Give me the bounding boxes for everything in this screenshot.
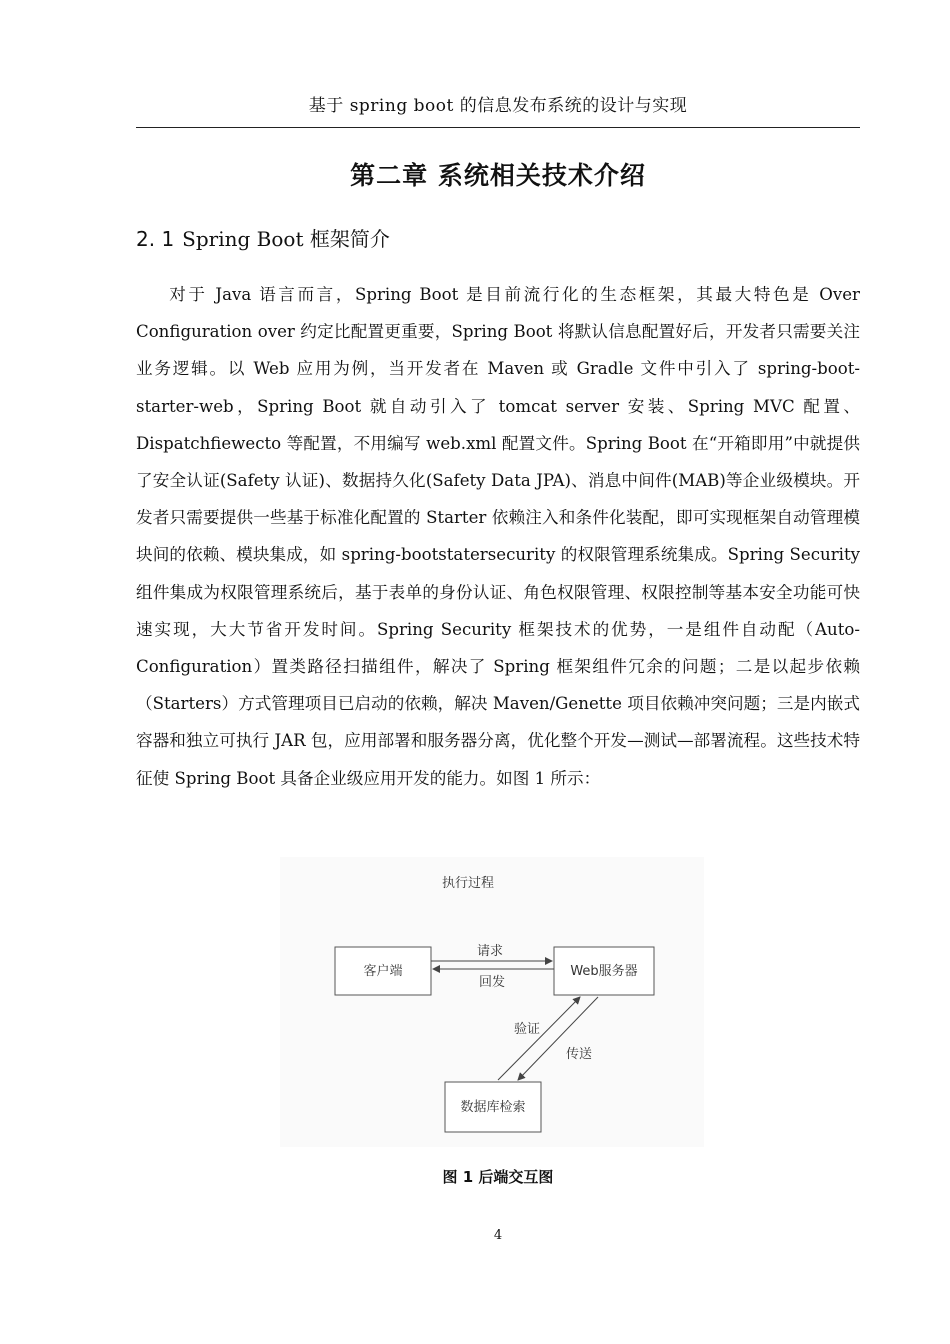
database-label: 数据库检索 bbox=[460, 1100, 526, 1115]
client-label: 客户端 bbox=[363, 964, 403, 979]
section-heading bbox=[136, 223, 390, 252]
response-label: 回发 bbox=[478, 975, 506, 990]
figure-caption: 图 1 后端交互图 bbox=[442, 1168, 554, 1186]
backend-interaction-diagram bbox=[280, 857, 704, 1147]
running-header: 基于 spring boot 的信息发布系统的设计与实现 bbox=[308, 96, 688, 116]
section-number: 2. 1 bbox=[136, 227, 175, 251]
diagram-svg bbox=[280, 857, 704, 1147]
header-rule bbox=[136, 127, 860, 128]
verify-label: 验证 bbox=[514, 1022, 541, 1037]
body-paragraph: 对于 Java 语言而言，Spring Boot 是目前流行化的生态框架，其最大特色是 Over Configuration over 约定比配置更重要，Spring Boot 将默认信息配置好后，开发者只需要关注业务逻辑。以 Web 应用为例，当开发者在 Maven 或 Gradle 文件中引入了 spring-boot-starter-web，Spring Boot 就自动引入了 tomcat server 安装、Spring MVC 配置、Dispatchfiewecto 等配置，不用编写 web.xml 配置文件。Spring Boot 在“开箱即用”中就提供了安全认证(Safety 认证)、数据持久化(Safety Data JPA)、消息中间件(MAB)等企业级模块。开发者只需要提供一些基于标准化配置的 Starter 依赖注入和条件化装配，即可实现框架自动管理模块间的依赖、模块集成，如 spring-bootstatersecurity 的权限管理系统集成。Spring Security 组件集成为权限管理系统后，基于表单的身份认证、角色权限管理、权限控制等基本安全功能可快速实现，大大节省开发时间。Spring Security 框架技术的优势，一是组件自动配（Auto-Configuration）置类路径扫描组件，解决了 Spring 框架组件冗余的问题；二是以起步依赖（Starters）方式管理项目已启动的依赖，解决 Maven/Genette 项目依赖冲突问题；三是内嵌式容器和独立可执行 JAR 包，应用部署和服务器分离，优化整个开发—测试—部署流程。这些技术特征使 Spring Boot 具备企业级应用开发的能力。如图 1 所示： bbox=[136, 285, 860, 788]
request-label: 请求 bbox=[476, 944, 504, 959]
diagram-title: 执行过程 bbox=[442, 876, 495, 891]
page-number: 4 bbox=[493, 1228, 503, 1243]
server-label: Web服务器 bbox=[570, 964, 638, 979]
transmit-arrow bbox=[518, 997, 598, 1080]
section-title: Spring Boot 框架简介 bbox=[182, 227, 390, 251]
transmit-label: 传送 bbox=[566, 1047, 593, 1062]
chapter-title: 第二章 系统相关技术介绍 bbox=[350, 161, 646, 190]
verify-arrow bbox=[498, 997, 580, 1080]
